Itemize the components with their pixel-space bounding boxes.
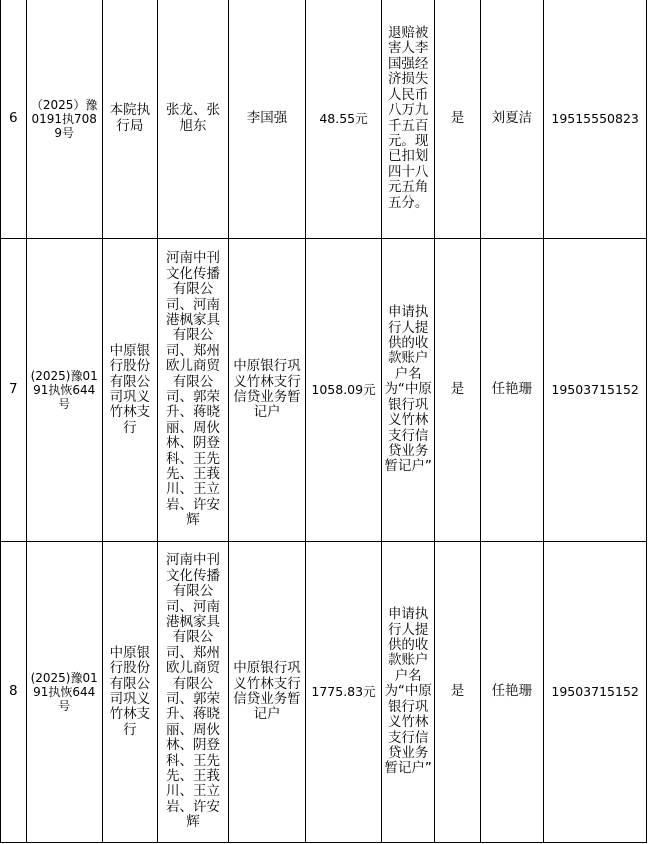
payee: 中原银行巩义竹林支行信贷业务暂记户 bbox=[228, 239, 305, 542]
respondent: 张龙、张旭东 bbox=[158, 0, 229, 239]
handler: 任艳珊 bbox=[480, 542, 544, 843]
row-number: 6 bbox=[1, 0, 27, 239]
reason: 申请执行人提供的收款账户户名为“中原银行巩义竹林支行信贷业务暂记户” bbox=[382, 542, 435, 843]
flag: 是 bbox=[435, 542, 480, 843]
case-number: （2025）豫0191执7089号 bbox=[26, 0, 102, 239]
amount: 1775.83元 bbox=[306, 542, 382, 843]
respondent: 河南中刊文化传播有限公司、河南港枫家具有限公司、郑州欧儿商贸有限公司、郭荣升、蒋晓丽、周伙林、阴登科、王先先、王莪川、王立岩、许安辉 bbox=[158, 239, 229, 542]
case-number: (2025)豫0191执恢644号 bbox=[26, 542, 102, 843]
row-number: 8 bbox=[1, 542, 27, 843]
reason: 退赔被害人李国强经济损失人民币八万九千五百元。现已扣划四十八元五角五分。 bbox=[382, 0, 435, 239]
flag: 是 bbox=[435, 239, 480, 542]
reason: 申请执行人提供的收款账户户名为“中原银行巩义竹林支行信贷业务暂记户” bbox=[382, 239, 435, 542]
handler: 刘夏洁 bbox=[480, 0, 544, 239]
applicant: 本院执行局 bbox=[102, 0, 157, 239]
case-number: (2025)豫0191执恢644号 bbox=[26, 239, 102, 542]
handler: 任艳珊 bbox=[480, 239, 544, 542]
table-row bbox=[1, 239, 647, 542]
flag: 是 bbox=[435, 0, 480, 239]
amount: 48.55元 bbox=[306, 0, 382, 239]
phone: 19515550823 bbox=[544, 0, 647, 239]
table-row bbox=[1, 542, 647, 843]
applicant: 中原银行股份有限公司巩义竹林支行 bbox=[102, 542, 157, 843]
payee: 李国强 bbox=[228, 0, 305, 239]
row-number: 7 bbox=[1, 239, 27, 542]
respondent: 河南中刊文化传播有限公司、河南港枫家具有限公司、郑州欧儿商贸有限公司、郭荣升、蒋晓丽、周伙林、阴登科、王先先、王莪川、王立岩、许安辉 bbox=[158, 542, 229, 843]
phone: 19503715152 bbox=[544, 542, 647, 843]
phone: 19503715152 bbox=[544, 239, 647, 542]
table-row bbox=[1, 0, 647, 239]
applicant: 中原银行股份有限公司巩义竹林支行 bbox=[102, 239, 157, 542]
amount: 1058.09元 bbox=[306, 239, 382, 542]
payee: 中原银行巩义竹林支行信贷业务暂记户 bbox=[228, 542, 305, 843]
